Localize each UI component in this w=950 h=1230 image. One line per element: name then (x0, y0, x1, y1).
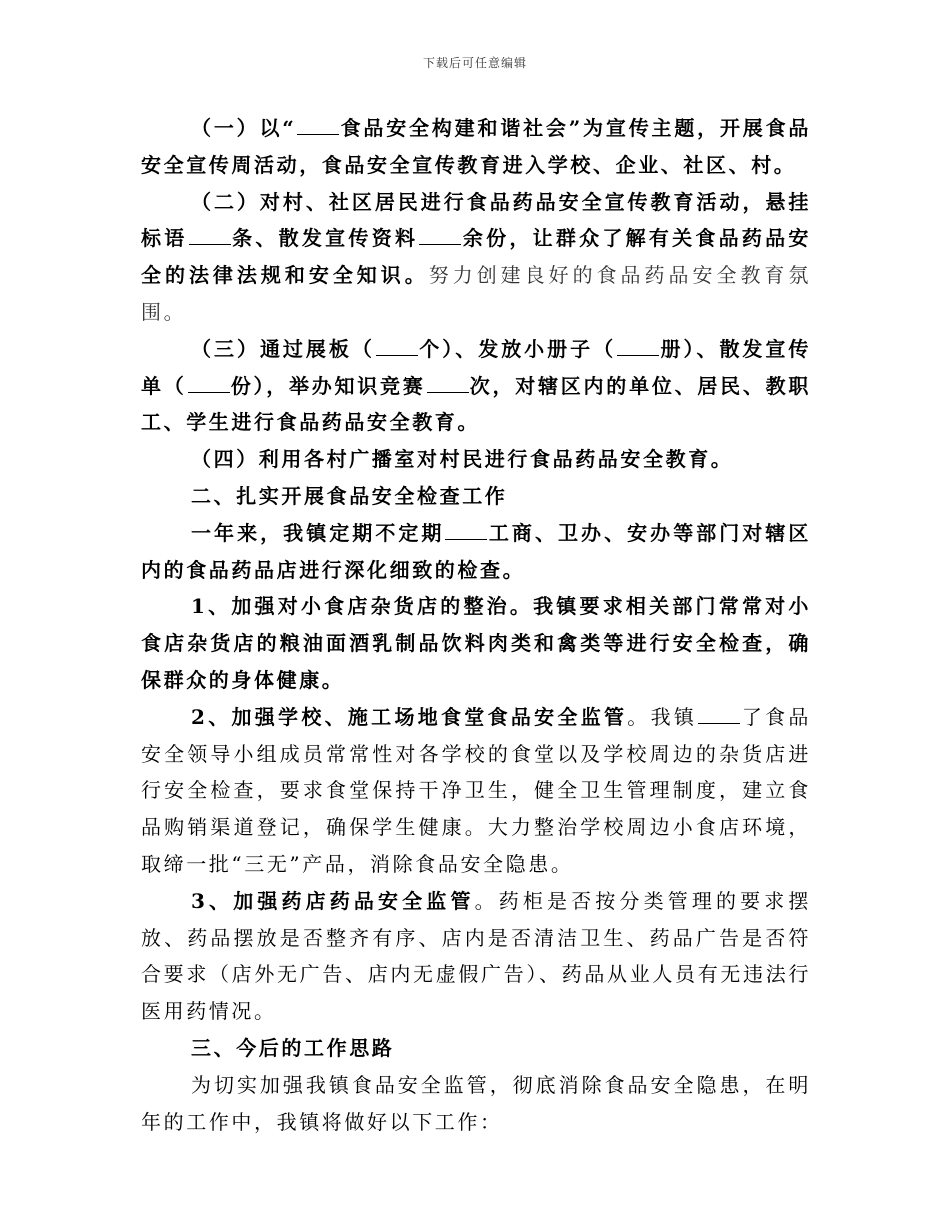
paragraph-6: 1、加强对小食店杂货店的整治。我镇要求相关部门常常对小食店杂货店的粮油面酒乳制品饮料肉类和禽类等进行安全检查，确保群众的身体健康。 (141, 594, 811, 692)
text-span: 食品安全构建和谐社会”为宣传主题，开展食品安全宣传周活动，食品安全宣传教育进入学校、企业、社区、村。 (141, 116, 811, 177)
text-span: 了食品安全领导小组成员常常性对各学校的食堂以及学校周边的杂货店进行安全检查，要求食堂保持干净卫生，健全卫生管理制度，建立食品购销渠道登记，确保学生健康。大力整治学校周边小食店环境，取缔一批“三无”产品，消除食品安全隐患。 (141, 704, 811, 876)
paragraph-8 (141, 883, 811, 1030)
paragraph-1 (141, 110, 811, 184)
text-span: 条、散发宣传资料 (231, 226, 419, 251)
text-span: 份），举办知识竞赛 (230, 373, 426, 398)
text-span: 工商、卫办、安办等部门对辖区内的食品药品店进行深化细致的检查。 (141, 520, 811, 582)
paragraph-9: 为切实加强我镇食品安全监管，彻底消除食品安全隐患，在明年的工作中，我镇将做好以下工作： (141, 1072, 811, 1134)
section-heading-3: 三、今后的工作思路 (191, 1035, 395, 1060)
text-span: 一年来，我镇定期不定期 (191, 520, 445, 545)
text-span: 个）、发放小册子（ (418, 336, 617, 361)
fill-blank (617, 337, 659, 356)
paragraph-2 (141, 184, 811, 331)
text-span: 余份，让群众了解有关食品药品安全的法律法规和安全知识。 (141, 226, 812, 288)
document-body (141, 110, 811, 1140)
item-lead: 3、加强药店药品安全监管 (191, 888, 475, 913)
paragraph-7 (141, 699, 811, 883)
fill-blank (189, 226, 231, 245)
fill-blank (188, 374, 230, 393)
text-span: 次，对辖区内的单位、居民、教职工、学生进行食品药品安全教育。 (141, 373, 812, 435)
paragraph-4: （四）利用各村广播室对村民进行食品药品安全教育。 (191, 447, 734, 472)
text-span: 册）、散发宣传单（ (141, 336, 811, 398)
fill-blank (445, 521, 487, 540)
fill-blank (376, 337, 418, 356)
text-span: （一）以“ (191, 116, 297, 140)
section-heading-2: 二、扎实开展食品安全检查工作 (191, 483, 508, 508)
text-span: 。我镇 (627, 704, 698, 729)
page-header: 下载后可任意编辑 (422, 56, 527, 70)
text-span: 。药柜是否按分类管理的要求摆放、药品摆放是否整齐有序、店内是否清洁卫生、药品广告是否符合要求（店外无广告、店内无虚假广告）、药品从业人员有无违法行医用药情况。 (141, 888, 811, 1024)
fill-blank (698, 705, 740, 724)
fill-blank (297, 116, 339, 135)
paragraph-5 (141, 515, 811, 589)
fill-blank (419, 226, 461, 245)
text-span: 努力创建良好的食品药品安全教育氛围。 (141, 263, 811, 324)
paragraph-3 (141, 331, 811, 441)
text-span: （三）通过展板（ (191, 336, 375, 361)
text-span: （二）对村、社区居民进行食品药品安全宣传教育活动，悬挂标语 (141, 189, 811, 251)
item-lead: 2、加强学校、施工场地食堂食品安全监管 (191, 704, 628, 729)
fill-blank (427, 374, 469, 393)
